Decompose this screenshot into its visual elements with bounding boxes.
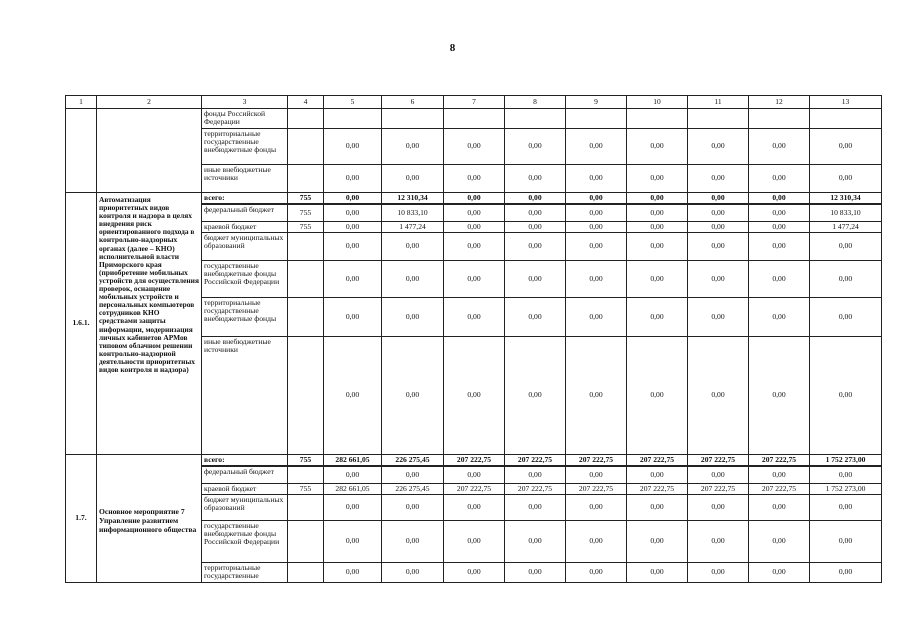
budget-code: 755: [288, 455, 324, 466]
value-cell: 0,00: [444, 261, 505, 298]
funding-source: федеральный бюджет: [202, 466, 288, 484]
value-cell: [688, 109, 749, 129]
value-cell: 0,00: [749, 298, 810, 337]
value-cell: 0,00: [749, 495, 810, 521]
value-cell: 0,00: [505, 129, 566, 165]
value-cell: [382, 109, 444, 129]
header-cell: 10: [627, 96, 688, 109]
value-cell: 0,00: [444, 193, 505, 204]
value-cell: 0,00: [444, 222, 505, 233]
budget-code: [288, 261, 324, 298]
value-cell: 207 222,75: [688, 455, 749, 466]
value-cell: 0,00: [688, 165, 749, 193]
value-cell: [444, 109, 505, 129]
value-cell: 0,00: [627, 261, 688, 298]
value-cell: 1 477,24: [382, 222, 444, 233]
value-cell: 0,00: [505, 495, 566, 521]
budget-code: [288, 129, 324, 165]
value-cell: 0,00: [382, 233, 444, 261]
value-cell: 0,00: [749, 466, 810, 484]
funding-source: федеральный бюджет: [202, 204, 288, 222]
budget-code: [288, 495, 324, 521]
value-cell: [810, 109, 882, 129]
value-cell: 0,00: [382, 495, 444, 521]
value-cell: 0,00: [749, 563, 810, 583]
value-cell: 0,00: [688, 193, 749, 204]
value-cell: 226 275,45: [382, 455, 444, 466]
value-cell: 0,00: [627, 298, 688, 337]
value-cell: [505, 109, 566, 129]
value-cell: 207 222,75: [627, 484, 688, 495]
row-number: 1.6.1.: [66, 193, 97, 455]
value-cell: 0,00: [749, 222, 810, 233]
value-cell: 0,00: [505, 337, 566, 455]
funding-source: бюджет муниципальных образований: [202, 233, 288, 261]
value-cell: 0,00: [324, 563, 382, 583]
value-cell: 0,00: [749, 193, 810, 204]
value-cell: 0,00: [566, 563, 627, 583]
value-cell: 0,00: [382, 466, 444, 484]
header-cell: 8: [505, 96, 566, 109]
value-cell: 0,00: [566, 261, 627, 298]
funding-source: территориальные государственные внебюджетные фонды: [202, 298, 288, 337]
value-cell: 0,00: [810, 165, 882, 193]
budget-code: 755: [288, 193, 324, 204]
value-cell: 0,00: [566, 521, 627, 563]
value-cell: 0,00: [810, 337, 882, 455]
page-number: 8: [449, 42, 456, 54]
value-cell: 0,00: [810, 298, 882, 337]
value-cell: 0,00: [627, 521, 688, 563]
value-cell: [324, 109, 382, 129]
value-cell: 207 222,75: [627, 455, 688, 466]
funding-source: территориальные государственные: [202, 563, 288, 583]
value-cell: 282 661,05: [324, 455, 382, 466]
budget-code: [288, 563, 324, 583]
value-cell: 0,00: [749, 165, 810, 193]
budget-code: 755: [288, 204, 324, 222]
table-row: [66, 109, 882, 129]
value-cell: 207 222,75: [566, 455, 627, 466]
value-cell: 0,00: [810, 129, 882, 165]
value-cell: 0,00: [444, 129, 505, 165]
budget-code: [288, 298, 324, 337]
value-cell: 0,00: [566, 233, 627, 261]
event-name: Основное мероприятие 7 Управление развитием информационного общества: [97, 455, 202, 583]
funding-source: краевой бюджет: [202, 484, 288, 495]
value-cell: 0,00: [688, 298, 749, 337]
value-cell: 0,00: [382, 521, 444, 563]
value-cell: 207 222,75: [505, 455, 566, 466]
value-cell: 0,00: [627, 466, 688, 484]
value-cell: 10 833,10: [810, 204, 882, 222]
value-cell: 0,00: [505, 563, 566, 583]
value-cell: 1 752 273,00: [810, 484, 882, 495]
value-cell: 0,00: [324, 337, 382, 455]
value-cell: 0,00: [566, 298, 627, 337]
value-cell: 0,00: [627, 129, 688, 165]
value-cell: 0,00: [688, 233, 749, 261]
value-cell: 0,00: [382, 298, 444, 337]
value-cell: 207 222,75: [505, 484, 566, 495]
value-cell: [627, 109, 688, 129]
value-cell: 0,00: [324, 261, 382, 298]
value-cell: 0,00: [505, 204, 566, 222]
table-body: [66, 96, 882, 583]
value-cell: 0,00: [810, 495, 882, 521]
value-cell: 0,00: [627, 337, 688, 455]
value-cell: 0,00: [566, 466, 627, 484]
value-cell: 0,00: [566, 165, 627, 193]
value-cell: 12 310,34: [810, 193, 882, 204]
funding-source: территориальные государственные внебюджетные фонды: [202, 129, 288, 165]
value-cell: 207 222,75: [688, 484, 749, 495]
funding-source: всего:: [202, 193, 288, 204]
value-cell: 0,00: [324, 298, 382, 337]
value-cell: 0,00: [505, 466, 566, 484]
header-cell: 5: [324, 96, 382, 109]
budget-code: [288, 466, 324, 484]
value-cell: 0,00: [324, 193, 382, 204]
value-cell: 0,00: [688, 261, 749, 298]
value-cell: 0,00: [444, 165, 505, 193]
value-cell: 0,00: [810, 521, 882, 563]
value-cell: 0,00: [505, 193, 566, 204]
budget-table: [65, 95, 882, 583]
value-cell: 0,00: [688, 337, 749, 455]
value-cell: [749, 109, 810, 129]
value-cell: 0,00: [810, 466, 882, 484]
value-cell: 0,00: [810, 563, 882, 583]
value-cell: 0,00: [382, 129, 444, 165]
value-cell: 0,00: [566, 495, 627, 521]
value-cell: 0,00: [444, 563, 505, 583]
value-cell: 0,00: [627, 222, 688, 233]
header-cell: 11: [688, 96, 749, 109]
budget-code: [288, 109, 324, 129]
table-row: [66, 455, 882, 466]
value-cell: 0,00: [444, 337, 505, 455]
value-cell: 0,00: [505, 261, 566, 298]
budget-code: 755: [288, 484, 324, 495]
value-cell: 1 752 273,00: [810, 455, 882, 466]
value-cell: 0,00: [324, 233, 382, 261]
value-cell: 0,00: [382, 337, 444, 455]
value-cell: 0,00: [627, 563, 688, 583]
value-cell: 0,00: [566, 129, 627, 165]
value-cell: 226 275,45: [382, 484, 444, 495]
event-name: Автоматизация приоритетных видов контроля и надзора в целях внедрения риск ориентированного подхода в контрольно-надзорных органах (далее – КНО) исполнительной власти Приморского края (приобретение мобильных устройств для осуществления проверок, оснащение мобильных устройств и персональных компьютеров сотрудников КНО средствами защиты информации, модернизация личных кабинетов АРМов типовом облачном решении контрольно-надзорной деятельности приоритетных видов контроля и надзора): [97, 193, 202, 455]
header-cell: 9: [566, 96, 627, 109]
value-cell: 0,00: [749, 521, 810, 563]
table-row: [66, 193, 882, 204]
value-cell: 0,00: [505, 165, 566, 193]
value-cell: 1 477,24: [810, 222, 882, 233]
value-cell: 0,00: [688, 563, 749, 583]
value-cell: 0,00: [566, 193, 627, 204]
value-cell: 0,00: [566, 204, 627, 222]
budget-code: [288, 165, 324, 193]
value-cell: 0,00: [749, 337, 810, 455]
value-cell: 282 661,05: [324, 484, 382, 495]
value-cell: 0,00: [505, 222, 566, 233]
budget-code: [288, 233, 324, 261]
header-cell: 3: [202, 96, 288, 109]
header-cell: 13: [810, 96, 882, 109]
value-cell: 0,00: [688, 129, 749, 165]
funding-source: иные внебюджетные источники: [202, 165, 288, 193]
funding-source: государственные внебюджетные фонды Российской Федерации: [202, 521, 288, 563]
header-cell: 4: [288, 96, 324, 109]
value-cell: 207 222,75: [444, 484, 505, 495]
header-cell: 6: [382, 96, 444, 109]
value-cell: 0,00: [749, 204, 810, 222]
funding-source: краевой бюджет: [202, 222, 288, 233]
value-cell: 0,00: [324, 466, 382, 484]
value-cell: 0,00: [444, 521, 505, 563]
value-cell: [566, 109, 627, 129]
value-cell: 0,00: [505, 233, 566, 261]
value-cell: 0,00: [324, 129, 382, 165]
row-number: 1.7.: [66, 455, 97, 583]
value-cell: 0,00: [324, 165, 382, 193]
value-cell: 0,00: [688, 495, 749, 521]
value-cell: 0,00: [627, 193, 688, 204]
funding-source: всего:: [202, 455, 288, 466]
budget-code: [288, 337, 324, 455]
value-cell: 0,00: [566, 222, 627, 233]
value-cell: 0,00: [444, 495, 505, 521]
value-cell: 0,00: [505, 298, 566, 337]
value-cell: 0,00: [688, 466, 749, 484]
value-cell: 0,00: [810, 261, 882, 298]
value-cell: 0,00: [810, 233, 882, 261]
value-cell: 0,00: [566, 337, 627, 455]
header-row: [66, 96, 882, 109]
value-cell: 0,00: [505, 521, 566, 563]
value-cell: 0,00: [627, 204, 688, 222]
header-cell: 2: [97, 96, 202, 109]
value-cell: 0,00: [324, 204, 382, 222]
value-cell: 207 222,75: [444, 455, 505, 466]
value-cell: 12 310,34: [382, 193, 444, 204]
value-cell: 0,00: [382, 261, 444, 298]
funding-source: фонды Российской Федерации: [202, 109, 288, 129]
value-cell: 207 222,75: [749, 455, 810, 466]
value-cell: 10 833,10: [382, 204, 444, 222]
event-name: [97, 109, 202, 193]
value-cell: 0,00: [444, 466, 505, 484]
value-cell: 207 222,75: [566, 484, 627, 495]
value-cell: 0,00: [749, 261, 810, 298]
header-cell: 12: [749, 96, 810, 109]
funding-source: иные внебюджетные источники: [202, 337, 288, 455]
header-cell: 1: [66, 96, 97, 109]
value-cell: 0,00: [324, 521, 382, 563]
budget-code: 755: [288, 222, 324, 233]
value-cell: 0,00: [688, 204, 749, 222]
value-cell: 0,00: [324, 222, 382, 233]
header-cell: 7: [444, 96, 505, 109]
row-number: [66, 109, 97, 193]
value-cell: 0,00: [749, 129, 810, 165]
funding-source: бюджет муниципальных образований: [202, 495, 288, 521]
value-cell: 0,00: [688, 521, 749, 563]
value-cell: 0,00: [688, 222, 749, 233]
budget-code: [288, 521, 324, 563]
value-cell: 0,00: [382, 563, 444, 583]
value-cell: 0,00: [324, 495, 382, 521]
value-cell: 0,00: [444, 204, 505, 222]
value-cell: 0,00: [627, 495, 688, 521]
value-cell: 0,00: [627, 233, 688, 261]
value-cell: 0,00: [444, 298, 505, 337]
value-cell: 207 222,75: [749, 484, 810, 495]
value-cell: 0,00: [382, 165, 444, 193]
value-cell: 0,00: [444, 233, 505, 261]
value-cell: 0,00: [627, 165, 688, 193]
funding-source: государственные внебюджетные фонды Российской Федерации: [202, 261, 288, 298]
value-cell: 0,00: [749, 233, 810, 261]
